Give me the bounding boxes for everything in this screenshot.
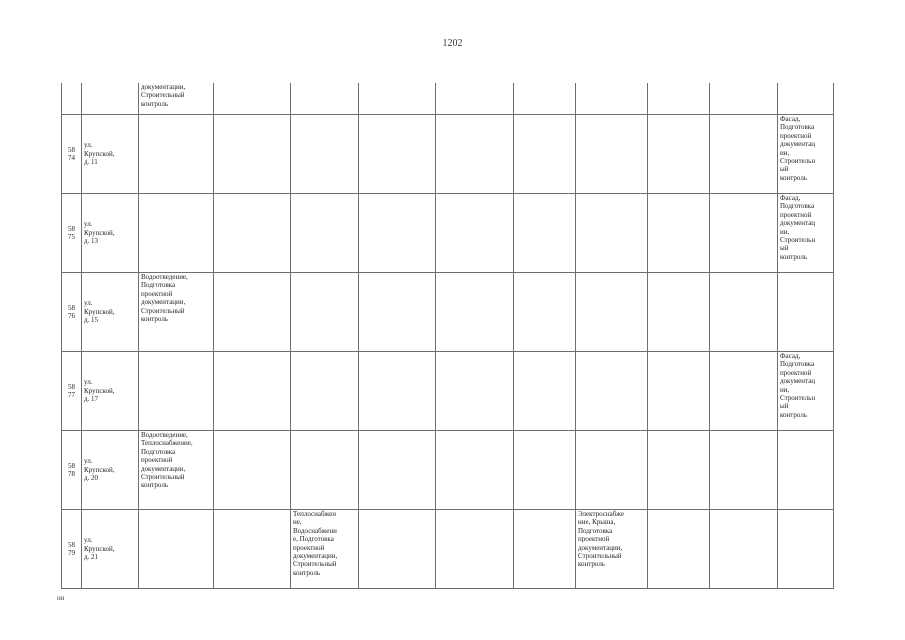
row-number-cell [62, 510, 82, 589]
cell-text: 58 74 [68, 145, 75, 162]
work-type-cell [576, 115, 648, 194]
work-type-cell [359, 510, 436, 589]
work-type-cell [778, 115, 834, 194]
cell-text: 58 79 [68, 540, 75, 557]
repair-schedule-table [61, 83, 834, 589]
address-cell [82, 352, 139, 431]
work-type-cell [214, 115, 291, 194]
work-type-cell [359, 83, 436, 115]
footer-mark: ни [57, 594, 65, 602]
cell-text: ул. Крупской, д. 21 [84, 536, 115, 562]
cell-text: ул. Крупской, д. 15 [84, 299, 115, 325]
work-type-cell [359, 273, 436, 352]
work-type-cell [139, 115, 214, 194]
work-type-cell [359, 352, 436, 431]
work-type-cell [291, 431, 359, 510]
work-type-cell [648, 273, 710, 352]
cell-text: 58 75 [68, 224, 75, 241]
work-type-cell [576, 194, 648, 273]
work-type-cell [710, 273, 778, 352]
address-cell [82, 194, 139, 273]
work-type-cell [139, 510, 214, 589]
table-row [62, 273, 834, 352]
work-type-cell [291, 273, 359, 352]
work-type-cell [214, 431, 291, 510]
work-type-cell [291, 352, 359, 431]
work-type-cell [436, 510, 514, 589]
table-row [62, 115, 834, 194]
work-type-cell [436, 115, 514, 194]
work-type-cell [514, 510, 576, 589]
work-type-cell [214, 273, 291, 352]
work-type-cell [514, 83, 576, 115]
cell-text: 58 76 [68, 303, 75, 320]
work-type-cell [291, 83, 359, 115]
table-row [62, 431, 834, 510]
work-type-cell [436, 352, 514, 431]
work-type-cell [710, 83, 778, 115]
work-type-cell [514, 431, 576, 510]
cell-text: Теплоснабжен ие, Водоснабжени е, Подготовка проектной документации, Строительный контроль [293, 510, 338, 577]
work-type-cell [648, 194, 710, 273]
cell-text: Фасад, Подготовка проектной документац ии, Строительн ый контроль [780, 194, 816, 261]
row-number-cell [62, 431, 82, 510]
work-type-cell [648, 83, 710, 115]
table-body [62, 83, 834, 589]
cell-text: Электроснабже ние, Крыша, Подготовка проектной документации, Строительный контроль [578, 510, 624, 569]
work-type-cell [576, 273, 648, 352]
address-cell [82, 273, 139, 352]
row-number-cell [62, 352, 82, 431]
page-number: 1202 [442, 38, 463, 49]
work-type-cell [710, 431, 778, 510]
work-type-cell [576, 431, 648, 510]
cell-text: 58 78 [68, 461, 75, 478]
cell-text: ул. Крупской, д. 11 [84, 141, 115, 167]
cell-text: ул. Крупской, д. 17 [84, 378, 115, 404]
cell-text: Водоотведение, Теплоснабжение, Подготовка проектной документации, Строительный контроль [141, 431, 193, 490]
work-type-cell [778, 510, 834, 589]
work-type-cell [291, 194, 359, 273]
work-type-cell [139, 83, 214, 115]
work-type-cell [778, 352, 834, 431]
work-type-cell [359, 431, 436, 510]
cell-text: 58 77 [68, 382, 75, 399]
work-type-cell [359, 194, 436, 273]
work-type-cell [576, 510, 648, 589]
row-number-cell [62, 115, 82, 194]
work-type-cell [291, 510, 359, 589]
cell-text: Фасад, Подготовка проектной документац ии, Строительн ый контроль [780, 352, 816, 419]
work-type-cell [291, 115, 359, 194]
work-type-cell [778, 194, 834, 273]
work-type-cell [648, 510, 710, 589]
work-type-cell [436, 273, 514, 352]
work-type-cell [778, 83, 834, 115]
cell-text: ул. Крупской, д. 13 [84, 220, 115, 246]
work-type-cell [648, 431, 710, 510]
work-type-cell [778, 273, 834, 352]
row-number-cell [62, 194, 82, 273]
work-type-cell [778, 431, 834, 510]
address-cell [82, 431, 139, 510]
work-type-cell [139, 194, 214, 273]
table-row [62, 83, 834, 115]
work-type-cell [710, 352, 778, 431]
work-type-cell [514, 273, 576, 352]
cell-text: ул. Крупской, д. 20 [84, 457, 115, 483]
work-type-cell [214, 510, 291, 589]
work-type-cell [214, 83, 291, 115]
cell-text: документации, Строительный контроль [141, 83, 186, 108]
work-type-cell [436, 194, 514, 273]
work-type-cell [576, 83, 648, 115]
work-type-cell [514, 194, 576, 273]
work-type-cell [139, 352, 214, 431]
work-type-cell [139, 431, 214, 510]
work-type-cell [514, 115, 576, 194]
row-number-cell [62, 83, 82, 115]
address-cell [82, 115, 139, 194]
cell-text: Водоотведение, Подготовка проектной документации, Строительный контроль [141, 273, 188, 324]
work-type-cell [710, 115, 778, 194]
work-type-cell [576, 352, 648, 431]
work-type-cell [648, 115, 710, 194]
row-number-cell [62, 273, 82, 352]
work-type-cell [436, 431, 514, 510]
work-type-cell [139, 273, 214, 352]
work-type-cell [514, 352, 576, 431]
table-row [62, 352, 834, 431]
work-type-cell [214, 194, 291, 273]
cell-text: Фасад, Подготовка проектной документац ии, Строительн ый контроль [780, 115, 816, 182]
work-type-cell [436, 83, 514, 115]
work-type-cell [648, 352, 710, 431]
work-type-cell [359, 115, 436, 194]
work-type-cell [710, 510, 778, 589]
work-type-cell [214, 352, 291, 431]
table-row [62, 510, 834, 589]
address-cell [82, 510, 139, 589]
table-row [62, 194, 834, 273]
address-cell [82, 83, 139, 115]
work-type-cell [710, 194, 778, 273]
